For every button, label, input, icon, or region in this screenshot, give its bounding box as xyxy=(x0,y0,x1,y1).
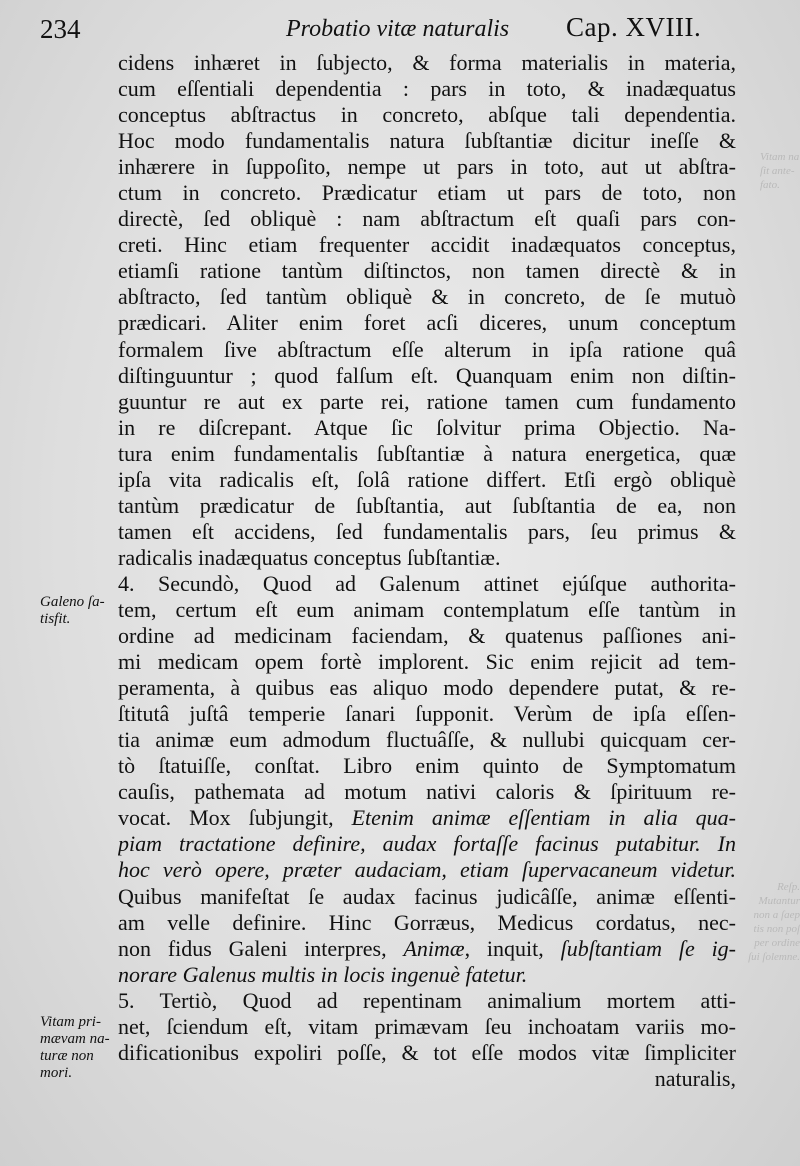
text-segment: non fidus Galeni interpres, xyxy=(118,935,404,961)
text-segment: naturalis, xyxy=(654,1065,736,1091)
text-segment: inhærere in ſuppoſito, nempe ut pars in toto, aut ut abſtra- xyxy=(118,154,736,180)
text-segment: , inquit, xyxy=(464,935,561,961)
text-line xyxy=(118,988,736,1014)
text-line xyxy=(118,258,736,284)
text-segment: tò ſtatuiſſe, conſtat. Libro enim quinto de Symptomatum xyxy=(118,753,736,779)
page-number: 234 xyxy=(40,14,81,44)
text-line xyxy=(118,467,736,493)
text-line xyxy=(118,206,736,232)
text-segment: 4. Secundò, Quod ad Galenum attinet ejúſque authorita- xyxy=(118,570,736,596)
text-segment: prædicari. Aliter enim foret acſi diceres, unum conceptum xyxy=(118,310,736,336)
text-segment: ipſa vita radicalis eſt, ſolâ ratione differt. Etſi ergò obliquè xyxy=(118,466,736,492)
text-line xyxy=(118,675,736,701)
text-line xyxy=(118,50,736,76)
text-line xyxy=(118,727,736,753)
text-segment: am velle definire. Hinc Gorræus, Medicus cordatus, nec- xyxy=(118,909,736,935)
text-line xyxy=(118,936,736,962)
text-segment: ctum in concreto. Prædicatur etiam ut pars de toto, non xyxy=(118,180,736,206)
text-line xyxy=(118,154,736,180)
running-title: Probatio vitæ naturalis xyxy=(286,16,510,42)
margin-note-galeno: Galeno ſa- tisfit. xyxy=(40,594,105,627)
text-line xyxy=(118,519,736,545)
text-segment: etiamſi ratione tantùm diſtinctos, non tamen directè & in xyxy=(118,258,736,284)
text-segment: conceptus abſtractus in concreto, abſque tali dependentia. xyxy=(118,102,736,128)
text-line xyxy=(118,180,736,206)
text-segment: 5. Tertiò, Quod ad repentinam animalium mortem atti- xyxy=(118,987,736,1013)
text-segment: in re diſcrepant. Atque ſic ſolvitur prima Objectio. Na- xyxy=(118,414,736,440)
bleed-through-text: Reſp. Mutantur non a ſaep tis non poſ per ordine ſui ſolemne. xyxy=(748,881,800,963)
text-segment: mi medicam opem fortè implorent. Sic enim rejicit ad tem- xyxy=(118,649,736,675)
italic-quote: Etenim animæ eſſentiam in alia qua- xyxy=(351,805,736,831)
text-line xyxy=(118,545,736,571)
text-segment: tia animæ eum admodum fluctuâſſe, & nullubi quicquam cer- xyxy=(118,727,736,753)
text-line xyxy=(118,389,736,415)
text-line xyxy=(118,753,736,779)
text-line xyxy=(118,128,736,154)
text-line xyxy=(118,597,736,623)
italic-quote: norare Galenus multis in locis ingenuè fatetur. xyxy=(118,961,528,987)
italic-quote: ſubſtantiam ſe ig- xyxy=(560,935,736,961)
text-segment: ordine ad medicinam faciendam, & quatenus paſſiones ani- xyxy=(118,623,736,649)
text-segment: abſtracto, ſed tantùm obliquè & in concreto, de ſe mutuò xyxy=(118,284,736,310)
text-line xyxy=(118,962,736,988)
text-line xyxy=(118,805,736,831)
italic-quote: Animæ xyxy=(403,935,465,961)
text-segment: guuntur re aut ex parte rei, ratione tamen cum fundamento xyxy=(118,388,736,414)
text-line xyxy=(118,102,736,128)
text-line xyxy=(118,779,736,805)
text-line xyxy=(118,1014,736,1040)
text-segment: ſtitutâ juſtâ temperie ſanari ſupponit. Verùm de ipſa eſſen- xyxy=(118,701,736,727)
text-segment: formalem ſive abſtractum eſſe alterum in ipſa ratione quâ xyxy=(118,336,736,362)
text-segment: vocat. Mox ſubjungit, xyxy=(118,805,352,831)
text-line xyxy=(118,363,736,389)
text-segment: tantùm prædicatur de ſubſtantia, aut ſubſtantia de ea, non xyxy=(118,492,736,518)
text-line xyxy=(118,910,736,936)
text-segment: Quibus manifeſtat ſe audax facinus judicâſſe, animæ eſſenti- xyxy=(118,883,736,909)
text-line xyxy=(118,857,736,883)
text-segment: Hoc modo fundamentalis natura ſubſtantiæ dicitur ineſſe & xyxy=(118,128,736,154)
text-segment: creti. Hinc etiam frequenter accidit inadæquatos conceptus, xyxy=(118,232,736,258)
text-line xyxy=(118,76,736,102)
text-line xyxy=(118,337,736,363)
text-line xyxy=(118,571,736,597)
text-line xyxy=(118,310,736,336)
text-segment: tamen eſt accidens, ſed fundamentalis pars, ſeu primus & xyxy=(118,518,736,544)
text-line xyxy=(118,623,736,649)
text-segment: radicalis inadæquatus conceptus ſubſtantiæ. xyxy=(118,544,501,570)
bleed-through-text: Vitam na ſit ante- fato. xyxy=(760,151,800,191)
margin-note-vitam: Vitam pri- mævam na- turæ non mori. xyxy=(40,1014,110,1081)
text-line xyxy=(118,415,736,441)
text-line xyxy=(118,284,736,310)
text-line xyxy=(118,1040,736,1066)
chapter-heading: Cap. XVIII. xyxy=(566,12,702,42)
text-line xyxy=(118,493,736,519)
text-segment: tura enim fundamentalis ſubſtantiæ à natura energetica, quæ xyxy=(118,440,736,466)
text-segment: directè, ſed obliquè : nam abſtractum eſt quaſi pars con- xyxy=(118,206,736,232)
running-head xyxy=(0,10,800,50)
text-segment: cauſis, pathemata ad motum nativi caloris & ſpirituum re- xyxy=(118,779,736,805)
body-text xyxy=(118,50,736,1092)
text-line xyxy=(118,232,736,258)
text-line xyxy=(118,649,736,675)
text-segment: cum eſſentiali dependentia : pars in toto, & inadæquatus xyxy=(118,76,736,102)
text-segment: peramenta, à quibus eas aliquo modo dependere putat, & re- xyxy=(118,675,736,701)
text-segment: diſtinguuntur ; quod falſum eſt. Quanquam enim non diſtin- xyxy=(118,362,736,388)
text-line xyxy=(118,1066,736,1092)
text-segment: tem, certum eſt eum animam contemplatum eſſe tantùm in xyxy=(118,596,736,622)
italic-quote: hoc verò opere, præter audaciam, etiam ſupervacaneum videtur. xyxy=(118,857,736,883)
text-segment: net, ſciendum eſt, vitam primævam ſeu inchoatam variis mo- xyxy=(118,1013,736,1039)
text-line xyxy=(118,884,736,910)
text-line xyxy=(118,831,736,857)
text-line xyxy=(118,701,736,727)
text-segment: dificationibus expoliri poſſe, & tot eſſe modos vitæ ſimpliciter xyxy=(118,1039,736,1065)
text-segment: cidens inhæret in ſubjecto, & forma materialis in materia, xyxy=(118,50,736,75)
italic-quote: piam tractatione definire, audax fortaſſe facinus putabitur. In xyxy=(118,831,736,857)
text-line xyxy=(118,441,736,467)
